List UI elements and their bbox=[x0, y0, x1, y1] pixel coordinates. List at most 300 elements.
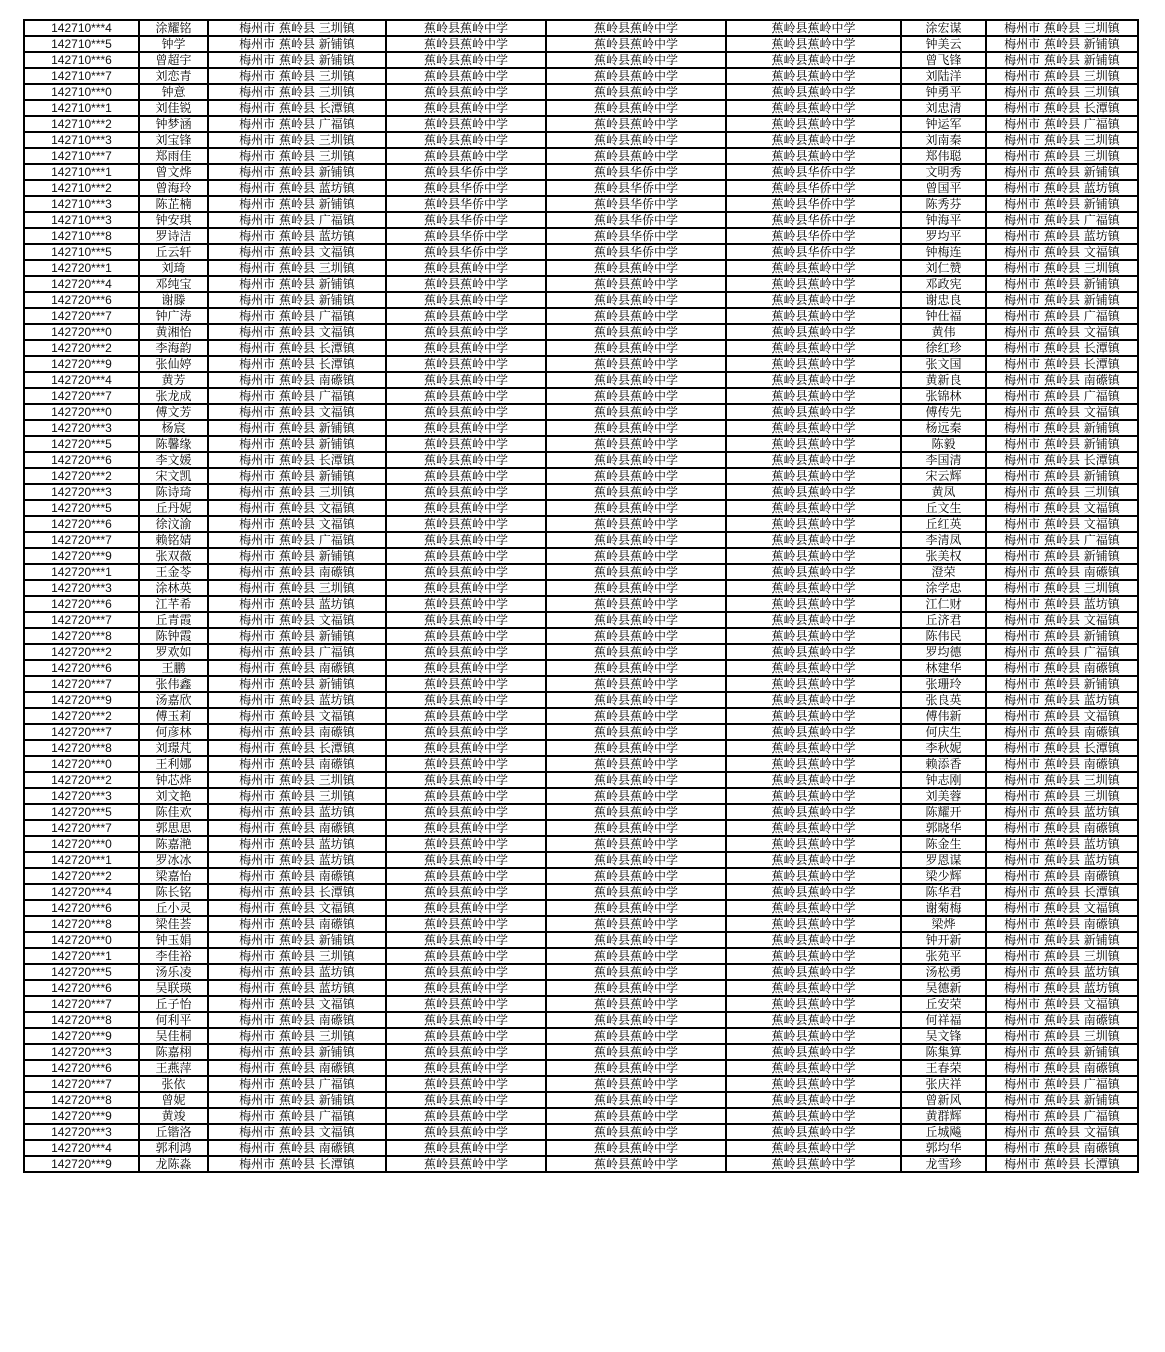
school-cell: 蕉岭县蕉岭中学 bbox=[726, 916, 901, 932]
student-name-cell: 钟学 bbox=[139, 36, 208, 52]
student-address-cell: 梅州市 蕉岭县 新铺镇 bbox=[208, 628, 386, 644]
student-name-cell: 刘宝锋 bbox=[139, 132, 208, 148]
school-cell: 蕉岭县蕉岭中学 bbox=[726, 1092, 901, 1108]
guardian-address-cell: 梅州市 蕉岭县 新铺镇 bbox=[986, 52, 1138, 68]
guardian-address-cell: 梅州市 蕉岭县 广福镇 bbox=[986, 1108, 1138, 1124]
student-name-cell: 罗冰冰 bbox=[139, 852, 208, 868]
school-cell: 蕉岭县蕉岭中学 bbox=[546, 1124, 726, 1140]
guardian-address-cell: 梅州市 蕉岭县 长潭镇 bbox=[986, 740, 1138, 756]
school-cell: 蕉岭县蕉岭中学 bbox=[726, 836, 901, 852]
student-name-cell: 钟玉娟 bbox=[139, 932, 208, 948]
student-name-cell: 曾妮 bbox=[139, 1092, 208, 1108]
guardian-name-cell: 张良英 bbox=[901, 692, 986, 708]
student-name-cell: 郭利鸿 bbox=[139, 1140, 208, 1156]
student-address-cell: 梅州市 蕉岭县 长潭镇 bbox=[208, 100, 386, 116]
id-cell: 142720***3 bbox=[24, 580, 139, 596]
guardian-name-cell: 邓政宪 bbox=[901, 276, 986, 292]
school-cell: 蕉岭县华侨中学 bbox=[726, 164, 901, 180]
school-cell: 蕉岭县华侨中学 bbox=[546, 212, 726, 228]
guardian-address-cell: 梅州市 蕉岭县 广福镇 bbox=[986, 388, 1138, 404]
student-name-cell: 丘云轩 bbox=[139, 244, 208, 260]
table-row bbox=[24, 980, 1138, 996]
school-cell: 蕉岭县蕉岭中学 bbox=[386, 500, 546, 516]
guardian-name-cell: 涂宏谋 bbox=[901, 20, 986, 36]
guardian-address-cell: 梅州市 蕉岭县 蓝坊镇 bbox=[986, 180, 1138, 196]
school-cell: 蕉岭县蕉岭中学 bbox=[546, 564, 726, 580]
id-cell: 142710***1 bbox=[24, 164, 139, 180]
guardian-address-cell: 梅州市 蕉岭县 蓝坊镇 bbox=[986, 228, 1138, 244]
guardian-name-cell: 涂学忠 bbox=[901, 580, 986, 596]
school-cell: 蕉岭县蕉岭中学 bbox=[386, 516, 546, 532]
table-row bbox=[24, 548, 1138, 564]
school-cell: 蕉岭县蕉岭中学 bbox=[546, 708, 726, 724]
guardian-address-cell: 梅州市 蕉岭县 广福镇 bbox=[986, 308, 1138, 324]
guardian-address-cell: 梅州市 蕉岭县 广福镇 bbox=[986, 212, 1138, 228]
guardian-name-cell: 陈华君 bbox=[901, 884, 986, 900]
school-cell: 蕉岭县蕉岭中学 bbox=[546, 548, 726, 564]
table-row bbox=[24, 788, 1138, 804]
school-cell: 蕉岭县华侨中学 bbox=[546, 196, 726, 212]
school-cell: 蕉岭县蕉岭中学 bbox=[546, 1028, 726, 1044]
guardian-name-cell: 丘安荣 bbox=[901, 996, 986, 1012]
school-cell: 蕉岭县蕉岭中学 bbox=[726, 660, 901, 676]
guardian-address-cell: 梅州市 蕉岭县 广福镇 bbox=[986, 1076, 1138, 1092]
student-name-cell: 丘丹妮 bbox=[139, 500, 208, 516]
student-name-cell: 钟广涛 bbox=[139, 308, 208, 324]
table-row bbox=[24, 724, 1138, 740]
guardian-address-cell: 梅州市 蕉岭县 长潭镇 bbox=[986, 356, 1138, 372]
school-cell: 蕉岭县蕉岭中学 bbox=[546, 52, 726, 68]
id-cell: 142710***2 bbox=[24, 180, 139, 196]
table-row bbox=[24, 916, 1138, 932]
school-cell: 蕉岭县蕉岭中学 bbox=[386, 292, 546, 308]
school-cell: 蕉岭县蕉岭中学 bbox=[386, 468, 546, 484]
school-cell: 蕉岭县蕉岭中学 bbox=[726, 740, 901, 756]
school-cell: 蕉岭县蕉岭中学 bbox=[386, 324, 546, 340]
id-cell: 142710***5 bbox=[24, 244, 139, 260]
school-cell: 蕉岭县蕉岭中学 bbox=[726, 148, 901, 164]
student-name-cell: 梁佳荟 bbox=[139, 916, 208, 932]
school-cell: 蕉岭县蕉岭中学 bbox=[546, 324, 726, 340]
school-cell: 蕉岭县蕉岭中学 bbox=[546, 1092, 726, 1108]
school-cell: 蕉岭县蕉岭中学 bbox=[546, 756, 726, 772]
table-row bbox=[24, 564, 1138, 580]
student-address-cell: 梅州市 蕉岭县 蓝坊镇 bbox=[208, 836, 386, 852]
school-cell: 蕉岭县蕉岭中学 bbox=[726, 996, 901, 1012]
student-name-cell: 汤嘉欣 bbox=[139, 692, 208, 708]
student-name-cell: 曾超宇 bbox=[139, 52, 208, 68]
school-cell: 蕉岭县蕉岭中学 bbox=[726, 564, 901, 580]
id-cell: 142720***0 bbox=[24, 404, 139, 420]
guardian-name-cell: 刘忠清 bbox=[901, 100, 986, 116]
school-cell: 蕉岭县蕉岭中学 bbox=[726, 1108, 901, 1124]
guardian-name-cell: 曾飞锋 bbox=[901, 52, 986, 68]
school-cell: 蕉岭县蕉岭中学 bbox=[726, 820, 901, 836]
school-cell: 蕉岭县华侨中学 bbox=[546, 244, 726, 260]
student-name-cell: 刘佳锐 bbox=[139, 100, 208, 116]
school-cell: 蕉岭县蕉岭中学 bbox=[546, 468, 726, 484]
guardian-name-cell: 黄新良 bbox=[901, 372, 986, 388]
id-cell: 142720***7 bbox=[24, 820, 139, 836]
id-cell: 142710***6 bbox=[24, 52, 139, 68]
student-address-cell: 梅州市 蕉岭县 广福镇 bbox=[208, 212, 386, 228]
guardian-address-cell: 梅州市 蕉岭县 文福镇 bbox=[986, 708, 1138, 724]
school-cell: 蕉岭县蕉岭中学 bbox=[386, 548, 546, 564]
school-cell: 蕉岭县蕉岭中学 bbox=[386, 964, 546, 980]
student-address-cell: 梅州市 蕉岭县 南礤镇 bbox=[208, 1140, 386, 1156]
guardian-address-cell: 梅州市 蕉岭县 文福镇 bbox=[986, 1124, 1138, 1140]
table-row bbox=[24, 1156, 1138, 1172]
table-row bbox=[24, 852, 1138, 868]
school-cell: 蕉岭县蕉岭中学 bbox=[386, 308, 546, 324]
guardian-address-cell: 梅州市 蕉岭县 蓝坊镇 bbox=[986, 596, 1138, 612]
school-cell: 蕉岭县蕉岭中学 bbox=[546, 356, 726, 372]
id-cell: 142720***3 bbox=[24, 420, 139, 436]
student-name-cell: 王利娜 bbox=[139, 756, 208, 772]
guardian-address-cell: 梅州市 蕉岭县 新铺镇 bbox=[986, 1044, 1138, 1060]
school-cell: 蕉岭县蕉岭中学 bbox=[726, 900, 901, 916]
school-cell: 蕉岭县蕉岭中学 bbox=[546, 788, 726, 804]
table-row bbox=[24, 596, 1138, 612]
student-address-cell: 梅州市 蕉岭县 新铺镇 bbox=[208, 196, 386, 212]
school-cell: 蕉岭县蕉岭中学 bbox=[546, 68, 726, 84]
id-cell: 142720***5 bbox=[24, 500, 139, 516]
guardian-address-cell: 梅州市 蕉岭县 新铺镇 bbox=[986, 276, 1138, 292]
guardian-address-cell: 梅州市 蕉岭县 三圳镇 bbox=[986, 948, 1138, 964]
table-row bbox=[24, 420, 1138, 436]
school-cell: 蕉岭县蕉岭中学 bbox=[386, 564, 546, 580]
guardian-address-cell: 梅州市 蕉岭县 南礤镇 bbox=[986, 372, 1138, 388]
student-address-cell: 梅州市 蕉岭县 长潭镇 bbox=[208, 340, 386, 356]
student-address-cell: 梅州市 蕉岭县 新铺镇 bbox=[208, 548, 386, 564]
student-name-cell: 陈诗琦 bbox=[139, 484, 208, 500]
guardian-address-cell: 梅州市 蕉岭县 三圳镇 bbox=[986, 1028, 1138, 1044]
school-cell: 蕉岭县蕉岭中学 bbox=[386, 356, 546, 372]
school-cell: 蕉岭县蕉岭中学 bbox=[386, 1124, 546, 1140]
student-address-cell: 梅州市 蕉岭县 广福镇 bbox=[208, 116, 386, 132]
school-cell: 蕉岭县蕉岭中学 bbox=[546, 132, 726, 148]
table-row bbox=[24, 1108, 1138, 1124]
student-address-cell: 梅州市 蕉岭县 三圳镇 bbox=[208, 580, 386, 596]
id-cell: 142720***4 bbox=[24, 884, 139, 900]
guardian-address-cell: 梅州市 蕉岭县 新铺镇 bbox=[986, 292, 1138, 308]
id-cell: 142720***7 bbox=[24, 996, 139, 1012]
student-name-cell: 罗欢如 bbox=[139, 644, 208, 660]
id-cell: 142720***3 bbox=[24, 788, 139, 804]
guardian-name-cell: 钟美云 bbox=[901, 36, 986, 52]
student-address-cell: 梅州市 蕉岭县 广福镇 bbox=[208, 644, 386, 660]
student-name-cell: 汤乐凌 bbox=[139, 964, 208, 980]
guardian-address-cell: 梅州市 蕉岭县 新铺镇 bbox=[986, 36, 1138, 52]
table-row bbox=[24, 148, 1138, 164]
guardian-name-cell: 汤松勇 bbox=[901, 964, 986, 980]
student-address-cell: 梅州市 蕉岭县 文福镇 bbox=[208, 612, 386, 628]
school-cell: 蕉岭县蕉岭中学 bbox=[546, 676, 726, 692]
school-cell: 蕉岭县蕉岭中学 bbox=[726, 100, 901, 116]
school-cell: 蕉岭县蕉岭中学 bbox=[546, 852, 726, 868]
guardian-name-cell: 梁少辉 bbox=[901, 868, 986, 884]
school-cell: 蕉岭县蕉岭中学 bbox=[546, 436, 726, 452]
guardian-name-cell: 钟梅连 bbox=[901, 244, 986, 260]
guardian-name-cell: 陈伟民 bbox=[901, 628, 986, 644]
school-cell: 蕉岭县蕉岭中学 bbox=[546, 20, 726, 36]
table-row bbox=[24, 500, 1138, 516]
school-cell: 蕉岭县华侨中学 bbox=[726, 196, 901, 212]
school-cell: 蕉岭县蕉岭中学 bbox=[726, 548, 901, 564]
id-cell: 142720***5 bbox=[24, 804, 139, 820]
id-cell: 142710***8 bbox=[24, 228, 139, 244]
id-cell: 142720***9 bbox=[24, 1156, 139, 1172]
school-cell: 蕉岭县蕉岭中学 bbox=[726, 68, 901, 84]
student-name-cell: 陈嘉栩 bbox=[139, 1044, 208, 1060]
student-address-cell: 梅州市 蕉岭县 广福镇 bbox=[208, 308, 386, 324]
guardian-name-cell: 张庆祥 bbox=[901, 1076, 986, 1092]
school-cell: 蕉岭县蕉岭中学 bbox=[386, 852, 546, 868]
school-cell: 蕉岭县蕉岭中学 bbox=[386, 724, 546, 740]
id-cell: 142720***8 bbox=[24, 628, 139, 644]
school-cell: 蕉岭县蕉岭中学 bbox=[726, 516, 901, 532]
student-address-cell: 梅州市 蕉岭县 三圳镇 bbox=[208, 1028, 386, 1044]
guardian-name-cell: 丘红英 bbox=[901, 516, 986, 532]
school-cell: 蕉岭县蕉岭中学 bbox=[386, 740, 546, 756]
table-row bbox=[24, 132, 1138, 148]
school-cell: 蕉岭县蕉岭中学 bbox=[386, 756, 546, 772]
id-cell: 142710***3 bbox=[24, 196, 139, 212]
school-cell: 蕉岭县蕉岭中学 bbox=[726, 436, 901, 452]
school-cell: 蕉岭县华侨中学 bbox=[546, 164, 726, 180]
school-cell: 蕉岭县蕉岭中学 bbox=[726, 20, 901, 36]
table-row bbox=[24, 868, 1138, 884]
id-cell: 142720***9 bbox=[24, 1028, 139, 1044]
school-cell: 蕉岭县蕉岭中学 bbox=[546, 532, 726, 548]
student-name-cell: 徐汶渝 bbox=[139, 516, 208, 532]
table-row bbox=[24, 532, 1138, 548]
school-cell: 蕉岭县蕉岭中学 bbox=[726, 452, 901, 468]
school-cell: 蕉岭县蕉岭中学 bbox=[386, 948, 546, 964]
guardian-name-cell: 刘南秦 bbox=[901, 132, 986, 148]
student-address-cell: 梅州市 蕉岭县 新铺镇 bbox=[208, 1044, 386, 1060]
table-row bbox=[24, 1076, 1138, 1092]
student-address-cell: 梅州市 蕉岭县 蓝坊镇 bbox=[208, 228, 386, 244]
student-address-cell: 梅州市 蕉岭县 文福镇 bbox=[208, 516, 386, 532]
school-cell: 蕉岭县蕉岭中学 bbox=[726, 772, 901, 788]
guardian-address-cell: 梅州市 蕉岭县 文福镇 bbox=[986, 500, 1138, 516]
guardian-address-cell: 梅州市 蕉岭县 广福镇 bbox=[986, 644, 1138, 660]
school-cell: 蕉岭县蕉岭中学 bbox=[546, 580, 726, 596]
id-cell: 142720***7 bbox=[24, 724, 139, 740]
guardian-name-cell: 张文国 bbox=[901, 356, 986, 372]
guardian-name-cell: 宋云辉 bbox=[901, 468, 986, 484]
table-row bbox=[24, 372, 1138, 388]
guardian-address-cell: 梅州市 蕉岭县 文福镇 bbox=[986, 612, 1138, 628]
school-cell: 蕉岭县蕉岭中学 bbox=[546, 868, 726, 884]
guardian-name-cell: 黄凤 bbox=[901, 484, 986, 500]
school-cell: 蕉岭县蕉岭中学 bbox=[386, 132, 546, 148]
student-address-cell: 梅州市 蕉岭县 蓝坊镇 bbox=[208, 964, 386, 980]
school-cell: 蕉岭县华侨中学 bbox=[386, 212, 546, 228]
school-cell: 蕉岭县蕉岭中学 bbox=[546, 836, 726, 852]
student-address-cell: 梅州市 蕉岭县 南礤镇 bbox=[208, 660, 386, 676]
guardian-address-cell: 梅州市 蕉岭县 新铺镇 bbox=[986, 468, 1138, 484]
school-cell: 蕉岭县蕉岭中学 bbox=[546, 308, 726, 324]
table-row bbox=[24, 708, 1138, 724]
guardian-name-cell: 吴德新 bbox=[901, 980, 986, 996]
school-cell: 蕉岭县蕉岭中学 bbox=[546, 596, 726, 612]
table-row bbox=[24, 1092, 1138, 1108]
id-cell: 142720***3 bbox=[24, 1044, 139, 1060]
school-cell: 蕉岭县蕉岭中学 bbox=[386, 1028, 546, 1044]
school-cell: 蕉岭县蕉岭中学 bbox=[386, 644, 546, 660]
school-cell: 蕉岭县华侨中学 bbox=[386, 196, 546, 212]
guardian-address-cell: 梅州市 蕉岭县 新铺镇 bbox=[986, 676, 1138, 692]
guardian-address-cell: 梅州市 蕉岭县 南礤镇 bbox=[986, 916, 1138, 932]
school-cell: 蕉岭县蕉岭中学 bbox=[386, 1156, 546, 1172]
table-row bbox=[24, 772, 1138, 788]
guardian-address-cell: 梅州市 蕉岭县 新铺镇 bbox=[986, 932, 1138, 948]
school-cell: 蕉岭县蕉岭中学 bbox=[386, 580, 546, 596]
id-cell: 142720***5 bbox=[24, 436, 139, 452]
school-cell: 蕉岭县华侨中学 bbox=[726, 244, 901, 260]
table-row bbox=[24, 84, 1138, 100]
student-address-cell: 梅州市 蕉岭县 南礤镇 bbox=[208, 756, 386, 772]
school-cell: 蕉岭县蕉岭中学 bbox=[726, 580, 901, 596]
guardian-name-cell: 徐红珍 bbox=[901, 340, 986, 356]
student-name-cell: 丘小灵 bbox=[139, 900, 208, 916]
guardian-address-cell: 梅州市 蕉岭县 南礤镇 bbox=[986, 1012, 1138, 1028]
guardian-name-cell: 陈金生 bbox=[901, 836, 986, 852]
student-name-cell: 江芊希 bbox=[139, 596, 208, 612]
table-row bbox=[24, 1124, 1138, 1140]
id-cell: 142720***7 bbox=[24, 1076, 139, 1092]
student-address-cell: 梅州市 蕉岭县 新铺镇 bbox=[208, 932, 386, 948]
id-cell: 142720***9 bbox=[24, 692, 139, 708]
school-cell: 蕉岭县蕉岭中学 bbox=[546, 116, 726, 132]
student-address-cell: 梅州市 蕉岭县 文福镇 bbox=[208, 708, 386, 724]
student-name-cell: 丘青霞 bbox=[139, 612, 208, 628]
id-cell: 142720***2 bbox=[24, 644, 139, 660]
guardian-address-cell: 梅州市 蕉岭县 长潭镇 bbox=[986, 100, 1138, 116]
guardian-name-cell: 郭均华 bbox=[901, 1140, 986, 1156]
student-address-cell: 梅州市 蕉岭县 蓝坊镇 bbox=[208, 180, 386, 196]
student-address-cell: 梅州市 蕉岭县 文福镇 bbox=[208, 244, 386, 260]
school-cell: 蕉岭县蕉岭中学 bbox=[546, 900, 726, 916]
student-address-cell: 梅州市 蕉岭县 文福镇 bbox=[208, 996, 386, 1012]
school-cell: 蕉岭县蕉岭中学 bbox=[726, 1012, 901, 1028]
student-address-cell: 梅州市 蕉岭县 广福镇 bbox=[208, 388, 386, 404]
student-address-cell: 梅州市 蕉岭县 新铺镇 bbox=[208, 292, 386, 308]
id-cell: 142720***7 bbox=[24, 308, 139, 324]
student-name-cell: 王金苓 bbox=[139, 564, 208, 580]
table-row bbox=[24, 196, 1138, 212]
guardian-name-cell: 林建华 bbox=[901, 660, 986, 676]
guardian-address-cell: 梅州市 蕉岭县 新铺镇 bbox=[986, 628, 1138, 644]
guardian-address-cell: 梅州市 蕉岭县 蓝坊镇 bbox=[986, 692, 1138, 708]
school-cell: 蕉岭县蕉岭中学 bbox=[546, 276, 726, 292]
guardian-name-cell: 丘文生 bbox=[901, 500, 986, 516]
school-cell: 蕉岭县蕉岭中学 bbox=[386, 340, 546, 356]
table-row bbox=[24, 1012, 1138, 1028]
guardian-address-cell: 梅州市 蕉岭县 蓝坊镇 bbox=[986, 980, 1138, 996]
school-cell: 蕉岭县蕉岭中学 bbox=[386, 68, 546, 84]
school-cell: 蕉岭县蕉岭中学 bbox=[726, 1028, 901, 1044]
school-cell: 蕉岭县蕉岭中学 bbox=[726, 1124, 901, 1140]
student-address-cell: 梅州市 蕉岭县 南礤镇 bbox=[208, 724, 386, 740]
table-row bbox=[24, 100, 1138, 116]
student-name-cell: 钟意 bbox=[139, 84, 208, 100]
table-row bbox=[24, 356, 1138, 372]
student-name-cell: 黄芳 bbox=[139, 372, 208, 388]
student-name-cell: 涂耀铭 bbox=[139, 20, 208, 36]
school-cell: 蕉岭县蕉岭中学 bbox=[726, 708, 901, 724]
school-cell: 蕉岭县蕉岭中学 bbox=[726, 532, 901, 548]
student-name-cell: 陈嘉滟 bbox=[139, 836, 208, 852]
student-address-cell: 梅州市 蕉岭县 南礤镇 bbox=[208, 1012, 386, 1028]
student-address-cell: 梅州市 蕉岭县 三圳镇 bbox=[208, 948, 386, 964]
id-cell: 142720***2 bbox=[24, 468, 139, 484]
school-cell: 蕉岭县蕉岭中学 bbox=[546, 996, 726, 1012]
guardian-name-cell: 罗均德 bbox=[901, 644, 986, 660]
student-address-cell: 梅州市 蕉岭县 新铺镇 bbox=[208, 36, 386, 52]
guardian-name-cell: 张苑平 bbox=[901, 948, 986, 964]
roster-table bbox=[23, 19, 1139, 1173]
school-cell: 蕉岭县蕉岭中学 bbox=[546, 1108, 726, 1124]
school-cell: 蕉岭县蕉岭中学 bbox=[386, 868, 546, 884]
school-cell: 蕉岭县蕉岭中学 bbox=[546, 340, 726, 356]
id-cell: 142720***8 bbox=[24, 740, 139, 756]
school-cell: 蕉岭县蕉岭中学 bbox=[546, 420, 726, 436]
table-row bbox=[24, 804, 1138, 820]
student-address-cell: 梅州市 蕉岭县 长潭镇 bbox=[208, 740, 386, 756]
guardian-name-cell: 钟仕福 bbox=[901, 308, 986, 324]
id-cell: 142720***8 bbox=[24, 1012, 139, 1028]
student-address-cell: 梅州市 蕉岭县 新铺镇 bbox=[208, 164, 386, 180]
guardian-address-cell: 梅州市 蕉岭县 文福镇 bbox=[986, 324, 1138, 340]
school-cell: 蕉岭县蕉岭中学 bbox=[726, 628, 901, 644]
guardian-name-cell: 张珊玲 bbox=[901, 676, 986, 692]
school-cell: 蕉岭县蕉岭中学 bbox=[726, 372, 901, 388]
guardian-address-cell: 梅州市 蕉岭县 蓝坊镇 bbox=[986, 804, 1138, 820]
school-cell: 蕉岭县蕉岭中学 bbox=[546, 820, 726, 836]
school-cell: 蕉岭县蕉岭中学 bbox=[546, 628, 726, 644]
table-row bbox=[24, 996, 1138, 1012]
id-cell: 142720***2 bbox=[24, 708, 139, 724]
student-address-cell: 梅州市 蕉岭县 长潭镇 bbox=[208, 1156, 386, 1172]
guardian-address-cell: 梅州市 蕉岭县 新铺镇 bbox=[986, 420, 1138, 436]
school-cell: 蕉岭县蕉岭中学 bbox=[546, 644, 726, 660]
school-cell: 蕉岭县蕉岭中学 bbox=[546, 1044, 726, 1060]
table-row bbox=[24, 676, 1138, 692]
guardian-name-cell: 罗恩谋 bbox=[901, 852, 986, 868]
table-row bbox=[24, 1140, 1138, 1156]
table-row bbox=[24, 1028, 1138, 1044]
id-cell: 142720***2 bbox=[24, 868, 139, 884]
school-cell: 蕉岭县蕉岭中学 bbox=[386, 596, 546, 612]
student-name-cell: 钟梦涵 bbox=[139, 116, 208, 132]
guardian-name-cell: 澄荣 bbox=[901, 564, 986, 580]
table-row bbox=[24, 740, 1138, 756]
id-cell: 142720***7 bbox=[24, 388, 139, 404]
school-cell: 蕉岭县蕉岭中学 bbox=[386, 884, 546, 900]
guardian-address-cell: 梅州市 蕉岭县 南礤镇 bbox=[986, 660, 1138, 676]
guardian-address-cell: 梅州市 蕉岭县 新铺镇 bbox=[986, 1092, 1138, 1108]
guardian-name-cell: 王春荣 bbox=[901, 1060, 986, 1076]
school-cell: 蕉岭县蕉岭中学 bbox=[386, 612, 546, 628]
id-cell: 142720***0 bbox=[24, 932, 139, 948]
table-row bbox=[24, 1060, 1138, 1076]
school-cell: 蕉岭县蕉岭中学 bbox=[546, 692, 726, 708]
school-cell: 蕉岭县蕉岭中学 bbox=[726, 468, 901, 484]
school-cell: 蕉岭县蕉岭中学 bbox=[726, 964, 901, 980]
